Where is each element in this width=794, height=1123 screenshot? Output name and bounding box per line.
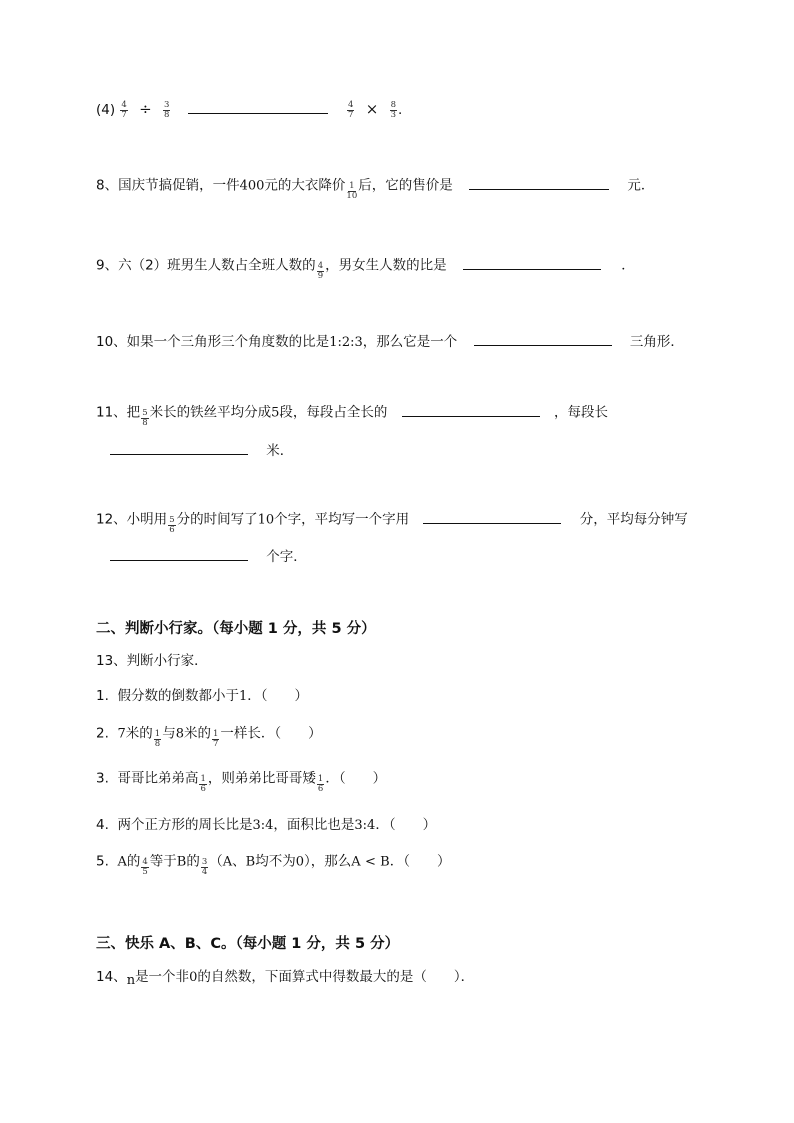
answer-blank[interactable] (110, 442, 248, 455)
answer-blank[interactable] (110, 548, 248, 561)
question-12: 12、小明用 $\frac{5}{6}$ 分的时间写了10个字，平均写一个字用 分，平均每分钟写 (96, 511, 688, 535)
question-label: (4) (96, 102, 116, 118)
question-10: 10、如果一个三角形三个角度数的比是1:2:3，那么它是一个 三角形． (96, 334, 684, 350)
fraction: $\frac{1}{10}$ (346, 181, 358, 201)
fraction: $\frac{1}{8}$ (154, 729, 161, 749)
question-11-cont: 米． (110, 442, 293, 460)
answer-blank[interactable] (423, 511, 561, 524)
fraction: $\frac{8}{3}$ (390, 99, 397, 120)
fraction: $\frac{3}{4}$ (201, 857, 208, 877)
fraction: $\frac{4}{7}$ (121, 99, 127, 120)
multiply-sign: × (365, 100, 379, 118)
fraction: $\frac{4}{5}$ (142, 857, 148, 877)
question-11: 11、把 $\frac{5}{8}$ 米长的铁丝平均分成5段，每段占全长的 ，每段长 (96, 404, 608, 428)
question-8: 8、国庆节搞促销，一件400元的大衣降价 $\frac{1}{10}$ 后，它的售价是 元． (96, 177, 655, 201)
judge-item-2: 2. 7米的 $\frac{1}{8}$ 与8米的 $\frac{1}{7}$ 一样长．（ ） (96, 725, 322, 749)
judge-item-1: 1. 假分数的倒数都小于1．（ ） (96, 688, 309, 704)
fraction: $\frac{5}{8}$ (142, 408, 148, 428)
divide-sign: ÷ (139, 100, 152, 118)
judge-item-4: 4. 两个正方形的周长比是3:4，面积比也是3:4．（ ） (96, 817, 437, 833)
answer-blank[interactable] (463, 257, 601, 270)
answer-blank[interactable] (188, 101, 328, 114)
judge-item-3: 3. 哥哥比弟弟高 $\frac{1}{6}$ ，则弟弟比哥哥矮 $\frac{1}{6}$ ．（ ） (96, 770, 387, 794)
answer-blank[interactable] (402, 404, 540, 417)
answer-blank[interactable] (469, 177, 609, 190)
question-9: 9、六（2）班男生人数占全班人数的 $\frac{4}{9}$ ，男女生人数的比是 ． (96, 257, 635, 281)
question-14: 14、n是一个非0的自然数，下面算式中得数最大的是（ ）． (96, 969, 475, 988)
fraction: $\frac{4}{7}$ (348, 99, 354, 120)
fraction: $\frac{1}{6}$ (317, 774, 324, 794)
fraction: $\frac{1}{7}$ (212, 729, 219, 749)
section-3-title: 三、快乐 A、B、C。（每小题 1 分，共 5 分） (96, 936, 400, 952)
answer-blank[interactable] (474, 333, 612, 346)
question-12-cont: 个字． (110, 548, 307, 566)
judge-item-5: 5. A的 $\frac{4}{5}$ 等于B的 $\frac{3}{4}$ （A、B均不为0），那么A < B．（ ） (96, 853, 451, 877)
fraction: $\frac{1}{6}$ (200, 774, 206, 794)
fraction: $\frac{5}{6}$ (169, 515, 175, 535)
question-13: 13、判断小行家． (96, 653, 208, 669)
question-4: (4) $\frac{4}{7}$ ÷ $\frac{3}{8}$ $\frac{4}{7}$ × $\frac{8}{3}$ . (96, 99, 403, 120)
section-2-title: 二、判断小行家。（每小题 1 分，共 5 分） (96, 621, 376, 637)
fraction: $\frac{4}{9}$ (317, 261, 324, 281)
fraction: $\frac{3}{8}$ (164, 99, 170, 120)
